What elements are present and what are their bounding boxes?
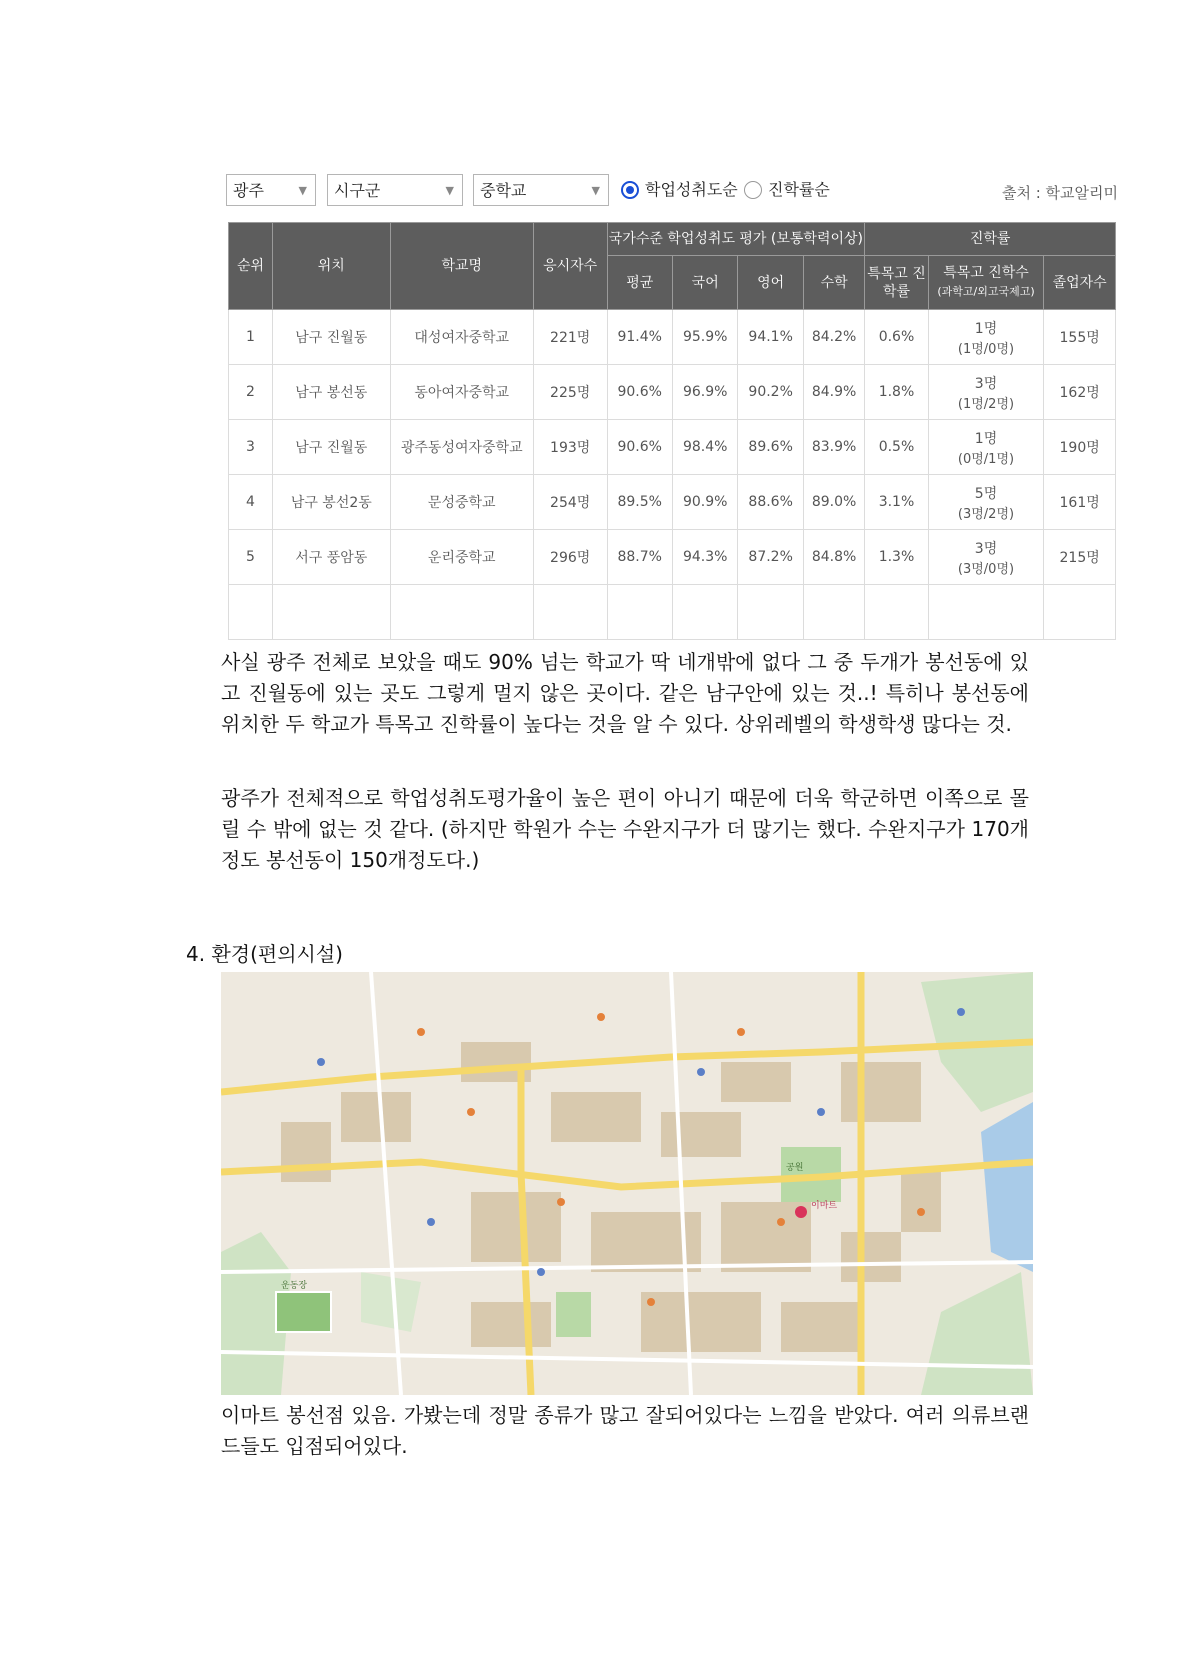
cell-school: 동아여자중학교 (390, 365, 533, 420)
level-select[interactable] (473, 174, 609, 206)
cell-rank: 4 (229, 475, 273, 530)
cell-korean: 94.3% (672, 530, 737, 585)
header-school: 학교명 (390, 223, 533, 310)
special-count-total: 1명 (974, 320, 998, 337)
cell-math: 89.0% (803, 475, 864, 530)
cell-graduates: 190명 (1044, 420, 1116, 475)
stadium-area (276, 1292, 331, 1332)
cell-examinees: 254명 (533, 475, 607, 530)
special-count-detail: (3명/2명) (957, 506, 1015, 522)
cell-examinees: 296명 (533, 530, 607, 585)
level-select-value: 중학교 (480, 181, 527, 200)
park-label: 공원 (786, 1163, 804, 1173)
neighborhood-map (221, 972, 1033, 1395)
region-select[interactable] (226, 174, 316, 206)
source-note: 출처 : 학교알리미 (1001, 184, 1118, 202)
header-math: 수학 (803, 256, 864, 310)
cell-empty (738, 585, 803, 640)
special-count-detail: (1명/2명) (957, 396, 1015, 412)
cell-special-count (928, 310, 1044, 365)
cell-math: 84.8% (803, 530, 864, 585)
cell-special-count (928, 365, 1044, 420)
cell-rank: 3 (229, 420, 273, 475)
header-special-count (928, 256, 1044, 310)
cell-empty (928, 585, 1044, 640)
cell-avg: 91.4% (607, 310, 672, 365)
header-special-count-sub: (과학고/외고국제고) (937, 285, 1035, 298)
cell-school: 운리중학교 (390, 530, 533, 585)
cell-location: 남구 봉선2동 (272, 475, 390, 530)
radio-checked-icon (621, 181, 639, 199)
cell-graduates: 162명 (1044, 365, 1116, 420)
mart-marker (795, 1206, 807, 1218)
sort-label-advancement: 진학률순 (768, 180, 830, 199)
header-location: 위치 (272, 223, 390, 310)
special-count-total: 3명 (974, 375, 998, 392)
cell-special-rate: 3.1% (865, 475, 928, 530)
cell-empty (672, 585, 737, 640)
cell-examinees: 193명 (533, 420, 607, 475)
paragraph-1: 사실 광주 전체로 보았을 때도 90% 넘는 학교가 딱 네개밖에 없다 그 중 두개가 봉선동에 있고 진월동에 있는 곳도 그렇게 멀지 않은 곳이다. 같은 남구안에 있는 것..! 특히나 봉선동에 위치한 두 학교가 특목고 진학률이 높다는 것을 알 수 있다. 상위레벨의 학생학생 많다는 것. (221, 650, 1029, 736)
table-row-cutoff (229, 585, 1116, 640)
cell-special-rate: 0.6% (865, 310, 928, 365)
cell-empty (390, 585, 533, 640)
cell-school: 대성여자중학교 (390, 310, 533, 365)
district-select-value: 시구군 (334, 181, 381, 200)
cell-rank: 2 (229, 365, 273, 420)
sort-radio-achievement[interactable] (621, 179, 738, 201)
cell-avg: 90.6% (607, 420, 672, 475)
cell-english: 88.6% (738, 475, 803, 530)
cell-english: 94.1% (738, 310, 803, 365)
cell-special-rate: 0.5% (865, 420, 928, 475)
header-special-rate: 특목고 진학률 (865, 256, 928, 310)
chevron-down-icon: ▼ (298, 184, 307, 197)
cell-avg: 89.5% (607, 475, 672, 530)
cell-special-count (928, 530, 1044, 585)
sort-radio-advancement[interactable] (744, 179, 830, 201)
header-english: 영어 (738, 256, 803, 310)
header-graduates: 졸업자수 (1044, 256, 1116, 310)
map-graphic (221, 972, 1033, 1395)
cell-korean: 98.4% (672, 420, 737, 475)
cell-examinees: 225명 (533, 365, 607, 420)
cell-empty (229, 585, 273, 640)
mart-label: 이마트 (811, 1201, 838, 1211)
table-row (229, 420, 1116, 475)
cell-school: 문성중학교 (390, 475, 533, 530)
cell-english: 90.2% (738, 365, 803, 420)
cell-location: 남구 봉선동 (272, 365, 390, 420)
region-select-value: 광주 (233, 181, 264, 200)
table-row (229, 310, 1116, 365)
cell-graduates: 155명 (1044, 310, 1116, 365)
header-examinees: 응시자수 (533, 223, 607, 310)
cell-special-rate: 1.3% (865, 530, 928, 585)
cell-special-rate: 1.8% (865, 365, 928, 420)
filter-bar (226, 174, 1118, 210)
header-special-count-main: 특목고 진학수 (943, 265, 1029, 281)
cell-empty (533, 585, 607, 640)
cell-math: 84.2% (803, 310, 864, 365)
table-row (229, 530, 1116, 585)
table-row (229, 365, 1116, 420)
table-row (229, 475, 1116, 530)
cell-english: 89.6% (738, 420, 803, 475)
cell-math: 83.9% (803, 420, 864, 475)
header-avg: 평균 (607, 256, 672, 310)
cell-examinees: 221명 (533, 310, 607, 365)
special-count-total: 1명 (974, 430, 998, 447)
stadium-label: 운동장 (281, 1281, 308, 1291)
header-national-group: 국가수준 학업성취도 평가 (보통학력이상) (607, 223, 865, 256)
header-advancement-group: 진학률 (865, 223, 1116, 256)
cell-empty (865, 585, 928, 640)
district-select[interactable] (327, 174, 463, 206)
special-count-detail: (1명/0명) (957, 341, 1015, 357)
cell-school: 광주동성여자중학교 (390, 420, 533, 475)
cell-empty (272, 585, 390, 640)
header-rank: 순위 (229, 223, 273, 310)
cell-special-count (928, 475, 1044, 530)
cell-math: 84.9% (803, 365, 864, 420)
cell-special-count (928, 420, 1044, 475)
cell-location: 남구 진월동 (272, 420, 390, 475)
cell-english: 87.2% (738, 530, 803, 585)
cell-location: 서구 풍암동 (272, 530, 390, 585)
cell-korean: 95.9% (672, 310, 737, 365)
paragraph-2: 광주가 전체적으로 학업성취도평가율이 높은 편이 아니기 때문에 더욱 학군하면 이쪽으로 몰릴 수 밖에 없는 것 같다. (하지만 학원가 수는 수완지구가 더 많기는 했다. 수완지구가 170개정도 봉선동이 150개정도다.) (221, 786, 1029, 872)
cell-avg: 88.7% (607, 530, 672, 585)
cell-avg: 90.6% (607, 365, 672, 420)
cell-empty (803, 585, 864, 640)
cell-empty (607, 585, 672, 640)
chevron-down-icon: ▼ (445, 184, 454, 197)
header-korean: 국어 (672, 256, 737, 310)
cell-rank: 5 (229, 530, 273, 585)
paragraph-3: 이마트 봉선점 있음. 가봤는데 정말 종류가 많고 잘되어있다는 느낌을 받았다. 여러 의류브랜드들도 입점되어있다. (221, 1403, 1029, 1458)
section-heading: 4. 환경(편의시설) (186, 942, 343, 966)
chevron-down-icon: ▼ (591, 184, 600, 197)
sort-label-achievement: 학업성취도순 (645, 180, 738, 199)
cell-korean: 90.9% (672, 475, 737, 530)
special-count-total: 3명 (974, 540, 998, 557)
radio-unchecked-icon (744, 181, 762, 199)
special-count-detail: (0명/1명) (957, 451, 1015, 467)
cell-graduates: 161명 (1044, 475, 1116, 530)
cell-graduates: 215명 (1044, 530, 1116, 585)
cell-korean: 96.9% (672, 365, 737, 420)
cell-rank: 1 (229, 310, 273, 365)
special-count-total: 5명 (974, 485, 998, 502)
special-count-detail: (3명/0명) (957, 561, 1015, 577)
cell-location: 남구 진월동 (272, 310, 390, 365)
school-ranking-table (228, 222, 1116, 640)
cell-empty (1044, 585, 1116, 640)
